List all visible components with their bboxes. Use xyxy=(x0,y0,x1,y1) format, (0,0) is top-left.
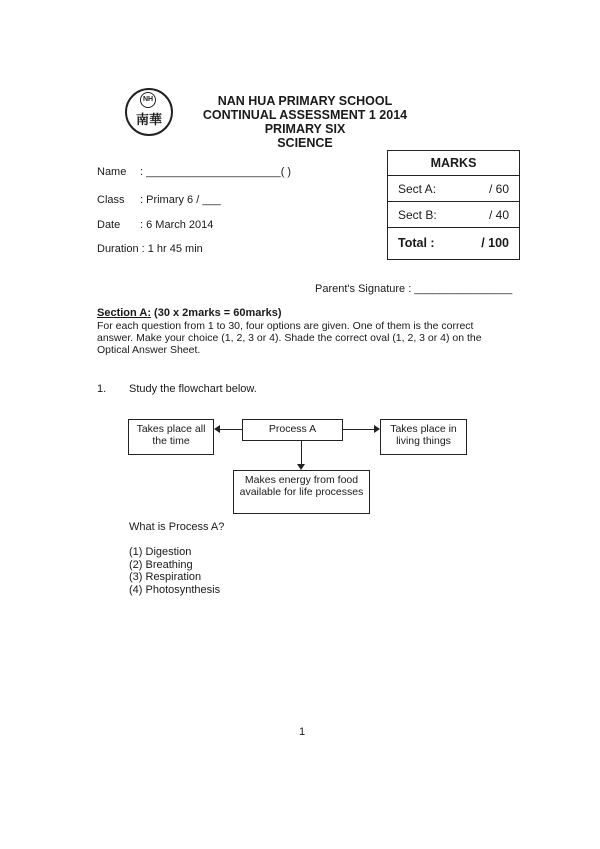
duration: Duration : 1 hr 45 min xyxy=(97,243,203,255)
arrow-right-head xyxy=(374,425,380,433)
arrow-right-line xyxy=(343,429,374,430)
total-label: Total : xyxy=(398,236,435,250)
option-3: (3) Respiration xyxy=(129,571,202,583)
school-logo xyxy=(125,88,173,136)
level-title: PRIMARY SIX xyxy=(264,122,346,136)
logo-chinese-text: 南華 xyxy=(135,113,162,128)
flow-box-right: Takes place in living things xyxy=(380,419,467,455)
class-label: Class xyxy=(97,194,125,206)
sect-b-label: Sect B: xyxy=(398,208,437,222)
arrow-left-line xyxy=(218,429,242,430)
question-number: 1. xyxy=(97,383,107,395)
section-a-marks: (30 x 2marks = 60marks) xyxy=(151,307,282,319)
flow-box-center: Process A xyxy=(242,419,343,441)
date-label: Date xyxy=(97,219,121,231)
arrow-down-head xyxy=(297,464,305,470)
class-field: : Primary 6 / ___ xyxy=(140,194,221,206)
section-a-instructions: For each question from 1 to 30, four options are given. One of them is the correct answer. Make your choice (1, 2, 3 or 4). Shade the correct oval (1, 2, 3 or 4) on the Optical Answer Sheet. xyxy=(97,320,482,356)
flow-box-left: Takes place all the time xyxy=(128,419,214,455)
marks-table xyxy=(387,150,520,260)
question-prompt: Study the flowchart below. xyxy=(129,383,257,395)
marks-row-sect-b xyxy=(388,202,519,228)
arrow-left-head xyxy=(214,425,220,433)
arrow-down-line xyxy=(301,441,302,464)
logo-emblem: NH xyxy=(140,92,156,108)
section-a-label: Section A: xyxy=(97,307,151,319)
assessment-title: CONTINUAL ASSESSMENT 1 2014 xyxy=(202,108,408,122)
page-number: 1 xyxy=(299,726,306,738)
date-field: : 6 March 2014 xyxy=(140,219,214,231)
name-label: Name xyxy=(97,166,127,178)
school-name: NAN HUA PRIMARY SCHOOL xyxy=(217,94,393,108)
name-field: : ______________________( ) xyxy=(140,166,292,178)
marks-title: MARKS xyxy=(388,151,519,176)
parent-signature: Parent's Signature : ________________ xyxy=(315,283,513,295)
total-value: / 100 xyxy=(481,236,509,250)
sect-a-label: Sect A: xyxy=(398,182,437,196)
flow-box-bottom: Makes energy from food available for life processes xyxy=(233,470,370,514)
section-a-heading xyxy=(97,307,507,319)
marks-row-total xyxy=(388,228,519,259)
sect-a-value: / 60 xyxy=(488,182,509,196)
sect-b-value: / 40 xyxy=(488,208,509,222)
option-1: (1) Digestion xyxy=(129,546,192,558)
subject-title: SCIENCE xyxy=(277,136,333,150)
marks-row-sect-a xyxy=(388,176,519,202)
option-2: (2) Breathing xyxy=(129,559,193,571)
option-4: (4) Photosynthesis xyxy=(129,584,221,596)
question-ask: What is Process A? xyxy=(129,521,225,533)
